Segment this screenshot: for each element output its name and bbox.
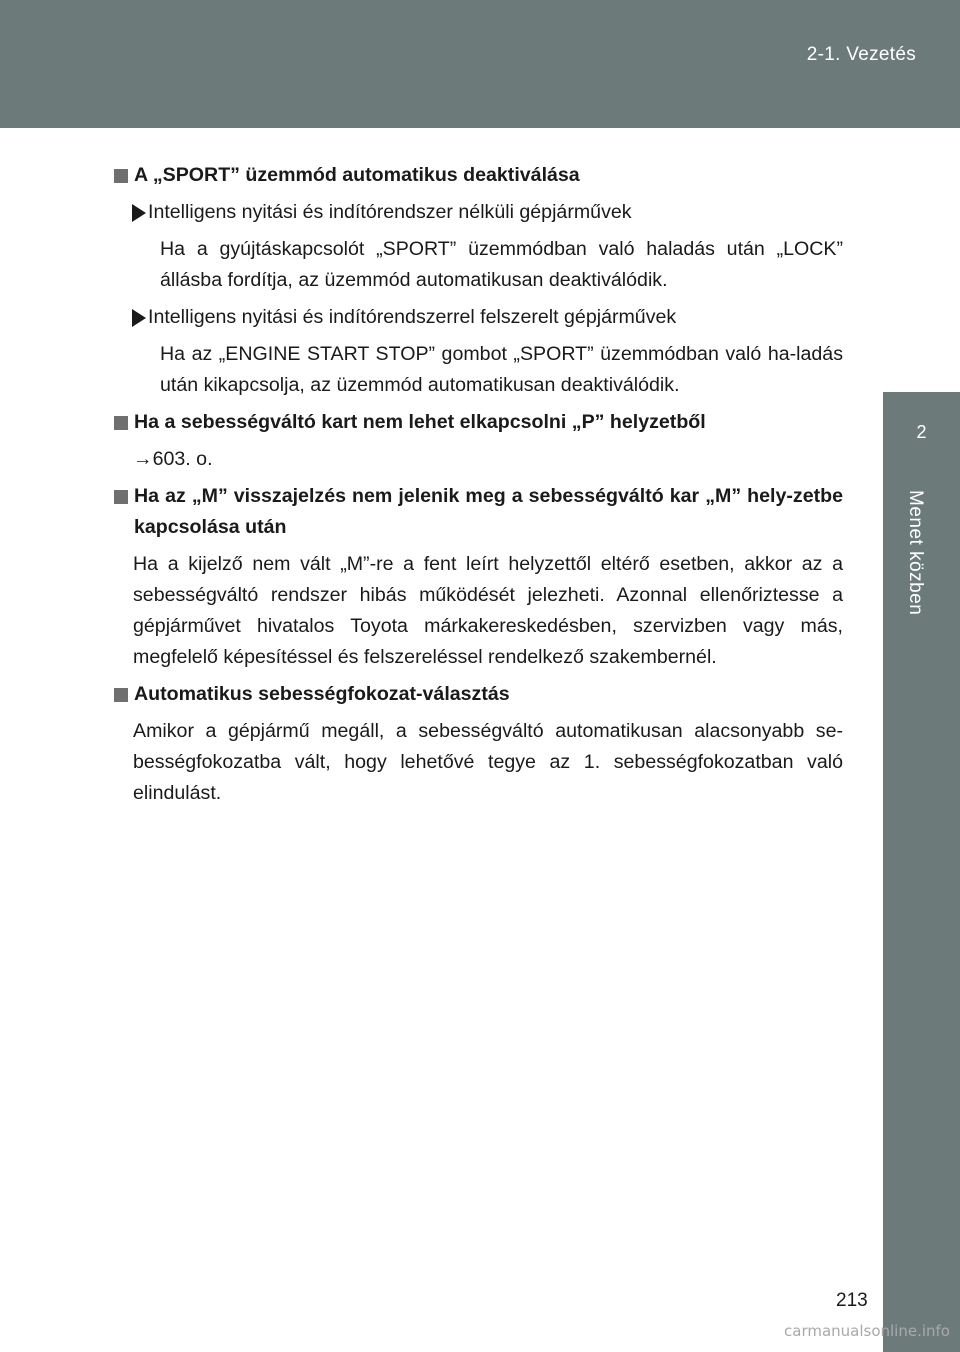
paragraph: Ha a gyújtáskapcsolót „SPORT” üzemmódban való haladás után „LOCK” állásba fordítja, az üzemmód automatikusan deaktiválódik.	[160, 238, 843, 291]
triangle-bullet-icon	[132, 309, 146, 327]
section-heading: A „SPORT” üzemmód automatikus deaktiválása	[134, 164, 580, 186]
square-bullet-icon	[114, 169, 128, 183]
watermark: carmanualsonline.info	[784, 1322, 950, 1340]
section-sport-deactivation	[112, 160, 843, 401]
chapter-label: Menet közben	[905, 490, 926, 616]
section-title: 2-1. Vezetés	[806, 44, 916, 65]
section-p-position	[112, 407, 843, 475]
section-heading: Automatikus sebességfokozat-választás	[134, 683, 510, 705]
section-m-indicator	[112, 481, 843, 673]
paragraph: Ha az „ENGINE START STOP” gombot „SPORT” üzemmódban való ha-ladás után kikapcsolja, az üzemmód automatikusan deaktiválódik.	[160, 343, 843, 396]
triangle-bullet-icon	[132, 204, 146, 222]
page-number: 213	[836, 1290, 868, 1311]
section-heading: Ha a sebességváltó kart nem lehet elkapcsolni „P” helyzetből	[134, 411, 706, 433]
page-content	[112, 160, 843, 815]
paragraph: Amikor a gépjármű megáll, a sebességváltó automatikusan alacsonyabb se-bességfokozatba vált, hogy lehetővé tegye az 1. sebességfokozatban való elindulást.	[133, 720, 843, 804]
paragraph: Ha a kijelző nem vált „M”-re a fent leírt helyzettől eltérő esetben, akkor az a sebességváltó rendszer hibás működését jelezheti. Azonnal ellenőriztesse a gépjárművet hivatalos Toyota márkakereskedésben, szervizben vagy más, megfelelő képesítéssel és felszereléssel rendelkező szakembernél.	[133, 553, 843, 668]
chapter-number: 2	[916, 422, 927, 442]
subheading: Intelligens nyitási és indítórendszer nélküli gépjárművek	[148, 201, 632, 223]
subheading: Intelligens nyitási és indítórendszerrel felszerelt gépjárművek	[148, 306, 677, 328]
section-auto-gear-selection	[112, 679, 843, 809]
section-heading: Ha az „M” visszajelzés nem jelenik meg a sebességváltó kar „M” hely-zetbe kapcsolása után	[134, 485, 843, 538]
square-bullet-icon	[114, 416, 128, 430]
page-reference-link[interactable]: →603. o.	[133, 448, 213, 470]
square-bullet-icon	[114, 490, 128, 504]
chapter-side-tab[interactable]	[883, 392, 960, 1352]
square-bullet-icon	[114, 688, 128, 702]
header-band	[0, 0, 960, 128]
